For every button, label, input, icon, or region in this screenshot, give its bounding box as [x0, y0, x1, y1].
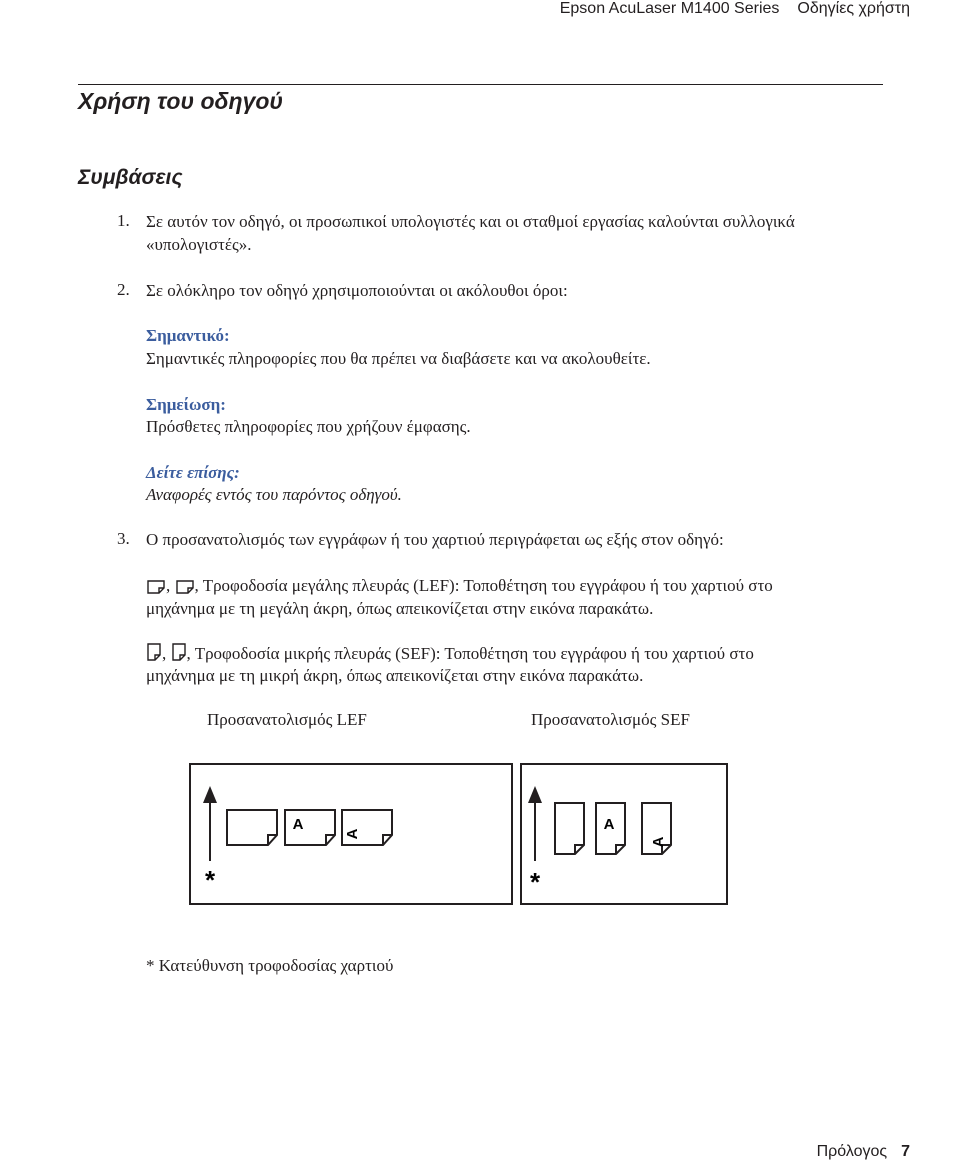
item-2-text: Σε ολόκληρο τον οδηγό χρησιμοποιούνται οι ακόλουθοι όροι: [146, 281, 568, 300]
lef-caption: Προσανατολισμός LEF [207, 710, 367, 729]
product-name: Epson AcuLaser M1400 Series [559, 0, 780, 17]
item-1-number: 1. [117, 211, 130, 230]
sef-caption: Προσανατολισμός SEF [531, 710, 690, 729]
important-text: Σημαντικές πληροφορίες που θα πρέπει να διαβάσετε και να ακολουθείτε. [146, 349, 651, 368]
orientation-figure [189, 763, 729, 905]
item-3-text: Ο προσανατολισμός των εγγράφων ή του χαρτιού περιγράφεται ως εξής στον οδηγό: [146, 530, 724, 549]
see-also-label: Δείτε επίσης: [146, 463, 240, 482]
note-label: Σημείωση: [146, 395, 226, 414]
lef-description-line-1: , , Τροφοδοσία μεγάλης πλευράς (LEF): Τοποθέτηση του εγγράφου ή του χαρτιού στο [146, 575, 773, 596]
document-name: Οδηγίες χρήστη [797, 0, 910, 17]
sef-description-line-2: μηχάνημα με τη μικρή άκρη, όπως απεικονίζεται στην εικόνα παρακάτω. [146, 666, 644, 685]
sef-feed-arrow [528, 786, 542, 861]
sef-rotated-page-icon [171, 642, 187, 662]
lef-rotated-page-icon [175, 578, 195, 594]
item-3-number: 3. [117, 529, 130, 548]
sef-description-line-1: , , Τροφοδοσία μικρής πλευράς (SEF): Τοποθέτηση του εγγράφου ή του χαρτιού στο [146, 642, 754, 664]
footer-section: Πρόλογος [816, 1143, 888, 1160]
item-2-number: 2. [117, 280, 130, 299]
lef-description-line-2: μηχάνημα με τη μεγάλη άκρη, όπως απεικονίζεται στην εικόνα παρακάτω. [146, 599, 654, 618]
lef-letter-rotated: A [344, 828, 361, 840]
header-rule [78, 84, 883, 85]
item-1-line-1: Σε αυτόν τον οδηγό, οι προσωπικοί υπολογιστές και οι σταθμοί εργασίας καλούνται συλλογικά [146, 212, 795, 231]
note-text: Πρόσθετες πληροφορίες που χρήζουν έμφασης. [146, 417, 471, 436]
item-1-line-2: «υπολογιστές». [146, 235, 252, 254]
important-label: Σημαντικό: [146, 326, 230, 345]
sef-letter-upright: A [603, 816, 615, 833]
subsection-title: Συμβάσεις [78, 166, 183, 189]
lef-feed-arrow [203, 786, 217, 861]
page-number: 7 [901, 1143, 910, 1160]
lef-letter-upright: A [292, 816, 304, 833]
figure-footnote: * Κατεύθυνση τροφοδοσίας χαρτιού [146, 956, 394, 975]
sef-page-blank [555, 803, 584, 854]
page-header [560, 0, 910, 18]
lef-page-blank [227, 810, 277, 845]
lef-asterisk: * [204, 865, 216, 895]
sef-letter-rotated: A [650, 836, 667, 848]
sef-asterisk: * [529, 867, 541, 897]
lef-page-icon [146, 578, 166, 594]
section-title: Χρήση του οδηγού [78, 88, 284, 114]
page-footer [817, 1143, 910, 1161]
sef-page-icon [146, 642, 162, 662]
see-also-text: Αναφορές εντός του παρόντος οδηγού. [146, 485, 402, 504]
